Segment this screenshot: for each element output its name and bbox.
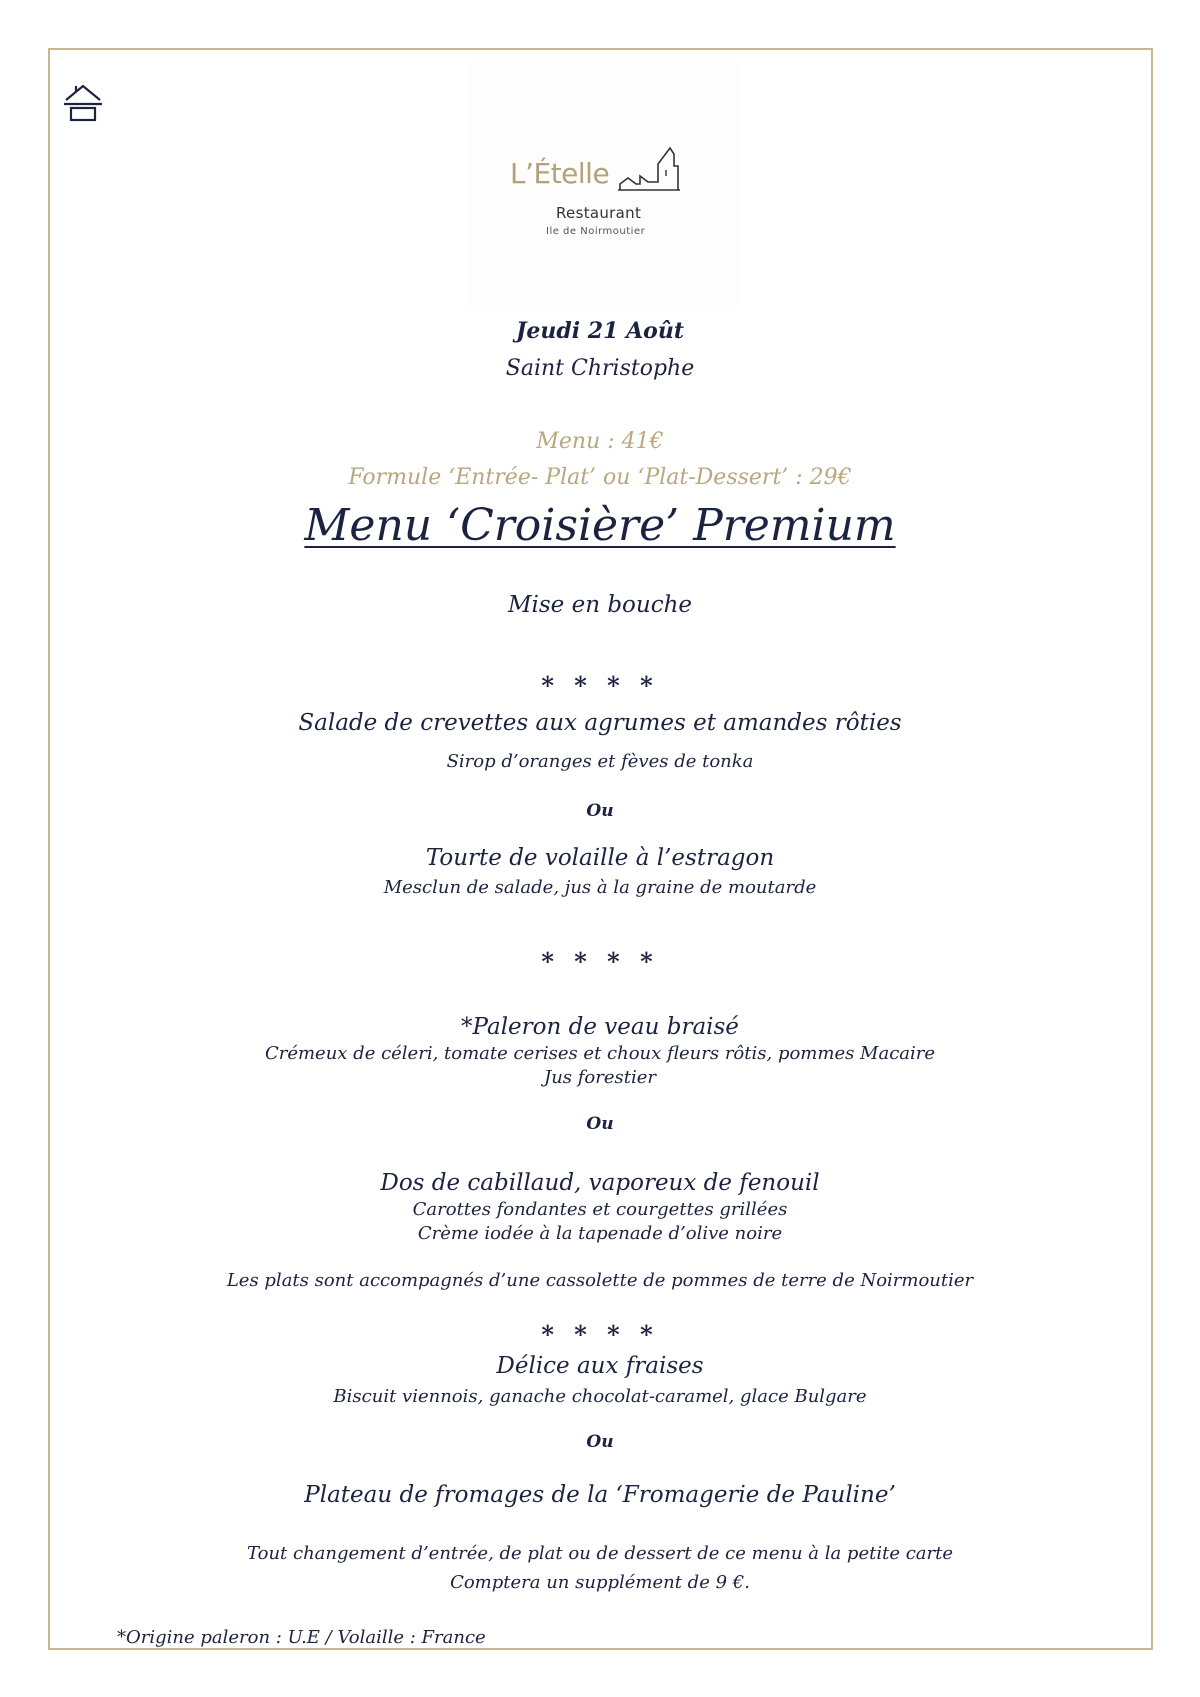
origin-footnote: *Origine paleron : U.E / Volaille : France — [117, 1627, 486, 1648]
dessert-1-name: Délice aux fraises — [496, 1353, 704, 1379]
logo-name: L’Ételle — [510, 157, 610, 190]
formula-price: Formule ‘Entrée- Plat’ ou ‘Plat-Dessert’ : 29€ — [348, 465, 852, 490]
supplement-line-2: Comptera un supplément de 9 €. — [450, 1572, 750, 1593]
castle-icon — [618, 144, 698, 192]
dessert-1-desc: Biscuit viennois, ganache chocolat-caramel, glace Bulgare — [333, 1386, 867, 1407]
main-2-desc-1: Carottes fondantes et courgettes grillées — [412, 1199, 788, 1220]
main-1-desc-2: Jus forestier — [543, 1067, 656, 1088]
main-1-desc-1: Crémeux de céleri, tomate cerises et choux fleurs rôtis, pommes Macaire — [264, 1043, 936, 1064]
or-label: Ou — [586, 801, 614, 821]
logo-location: Ile de Noirmoutier — [546, 226, 646, 237]
starter-2-desc: Mesclun de salade, jus à la graine de moutarde — [383, 877, 817, 898]
menu-date: Jeudi 21 Août — [516, 318, 684, 344]
starter-1-name: Salade de crevettes aux agrumes et amandes rôties — [298, 710, 902, 736]
logo-subtitle: Restaurant — [556, 204, 642, 222]
separator: * * * * — [541, 671, 659, 700]
dessert-2-name: Plateau de fromages de la ‘Fromagerie de Pauline’ — [304, 1482, 896, 1508]
main-1-name: *Paleron de veau braisé — [461, 1014, 739, 1040]
mains-note: Les plats sont accompagnés d’une cassolette de pommes de terre de Noirmoutier — [226, 1270, 974, 1291]
menu-title: Menu ‘Croisière’ Premium — [304, 500, 896, 551]
starter-2-name: Tourte de volaille à l’estragon — [425, 845, 775, 871]
starter-1-desc: Sirop d’oranges et fèves de tonka — [446, 751, 754, 772]
house-icon — [62, 82, 104, 122]
main-2-name: Dos de cabillaud, vaporeux de fenouil — [380, 1170, 820, 1196]
menu-price: Menu : 41€ — [536, 429, 664, 454]
restaurant-logo — [468, 62, 738, 310]
amuse-bouche: Mise en bouche — [507, 592, 693, 618]
or-label: Ou — [586, 1432, 614, 1452]
separator: * * * * — [541, 947, 659, 976]
saint-of-day: Saint Christophe — [505, 356, 695, 381]
main-2-desc-2: Crème iodée à la tapenade d’olive noire — [417, 1223, 783, 1244]
or-label: Ou — [586, 1114, 614, 1134]
separator: * * * * — [541, 1320, 659, 1349]
supplement-line-1: Tout changement d’entrée, de plat ou de dessert de ce menu à la petite carte — [247, 1543, 953, 1564]
